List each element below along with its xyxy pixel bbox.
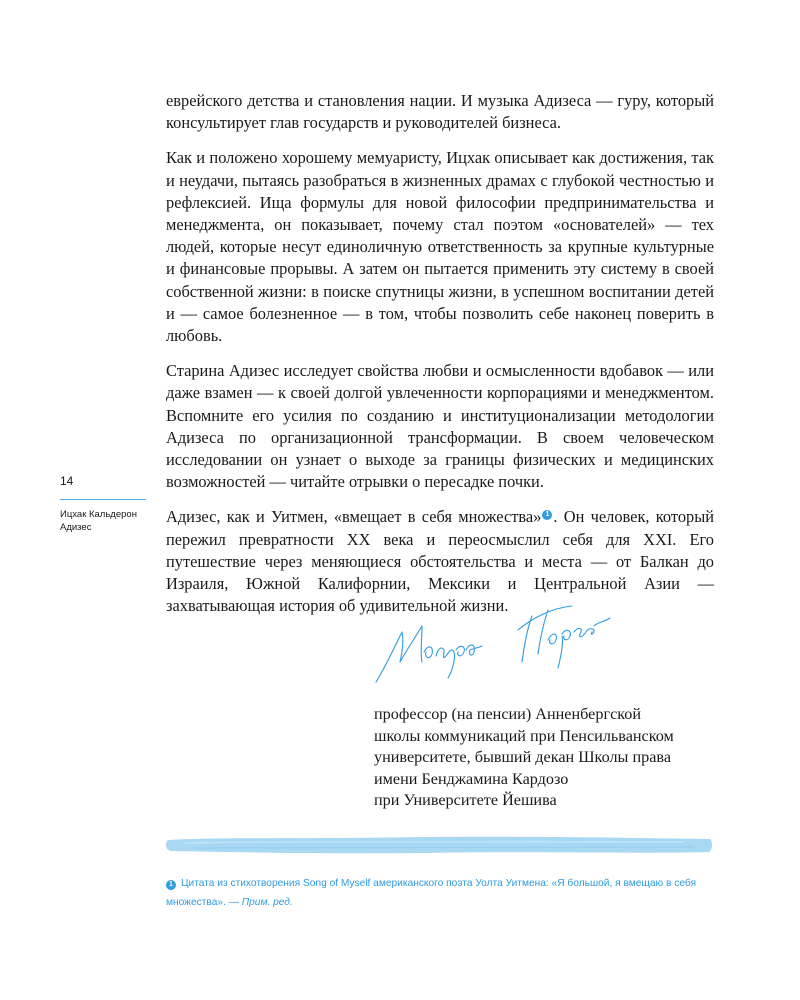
- running-header-name: Адизес: [60, 522, 92, 533]
- paragraph-2: Как и положено хорошему мемуаристу, Ицхак описывает как достижения, так и неудачи, пытаясь разобраться в жизненных драмах с глубокой честностью и рефлексией. Ища формулы для новой философии предпринимательства и менеджмента, он показывает, почему стал поэтом «основателей» — тех людей, которые несут единоличную ответственность за крупные культурные и финансовые прорывы. А затем он пытается применить эту систему в своей собственной жизни: в поиске спутницы жизни, в успешном воспитании детей и — самое болезненное — в том, чтобы позволить себе наконец поверить в любовь.: [166, 148, 714, 346]
- footnote-text: Цитата из стихотворения Song of Myself американского поэта Уолта Уитмена: «Я большой, я вмещаю в себя множества». —: [166, 878, 696, 908]
- footnote-editor-note: Прим. ред.: [241, 897, 293, 908]
- page-number: 14: [60, 474, 74, 488]
- footnote: [166, 874, 714, 912]
- credential-line: школы коммуникаций при Пенсильванском: [374, 726, 674, 745]
- running-header-author: Ицхак Кальдерон: [60, 509, 137, 520]
- signature-credentials: [374, 704, 734, 812]
- paragraph-4-end: . Он человек, который пережил превратности XX века и переосмыслил себя для XXI. Его путешествие через меняющиеся обстоятельства и места — от Балкан до Израиля, Южной Калифорнии, Мексики и Центральной Азии — захватывающая история об удивительной жизни.: [166, 507, 714, 616]
- page-margin-info: [60, 474, 146, 534]
- credential-line: имени Бенджамина Кардозо: [374, 769, 569, 788]
- footnote-reference[interactable]: 1: [542, 510, 552, 520]
- paragraph-3: Старина Адизес исследует свойства любви и осмысленности вдобавок — или даже взамен — к своей долгой увлеченности корпорациями и менеджментом. Вспомните его усилия по созданию и институционализации методологии Адизеса по организационной трансформации. В своем человеческом исследовании он узнает о выходе за границы физических и медицинских возможностей — читайте отрывки о пересадке почки.: [166, 361, 714, 492]
- footnote-marker: 1: [166, 880, 176, 890]
- margin-divider: [60, 499, 146, 500]
- credential-line: при Университете Йешива: [374, 791, 557, 809]
- handwritten-signature: [372, 596, 612, 692]
- paragraph-4-start: Адизес, как и Уитмен, «вмещает в себя множества»: [166, 507, 542, 527]
- paragraph-1: еврейского детства и становления нации. И музыка Адизеса — гуру, который консультирует глав государств и руководителей бизнеса.: [166, 91, 714, 133]
- decorative-brush-stroke: [164, 834, 714, 856]
- credential-line: университете, бывший декан Школы права: [374, 748, 672, 766]
- main-text: [166, 90, 714, 630]
- credential-line: профессор (на пенсии) Анненбергской: [374, 705, 642, 723]
